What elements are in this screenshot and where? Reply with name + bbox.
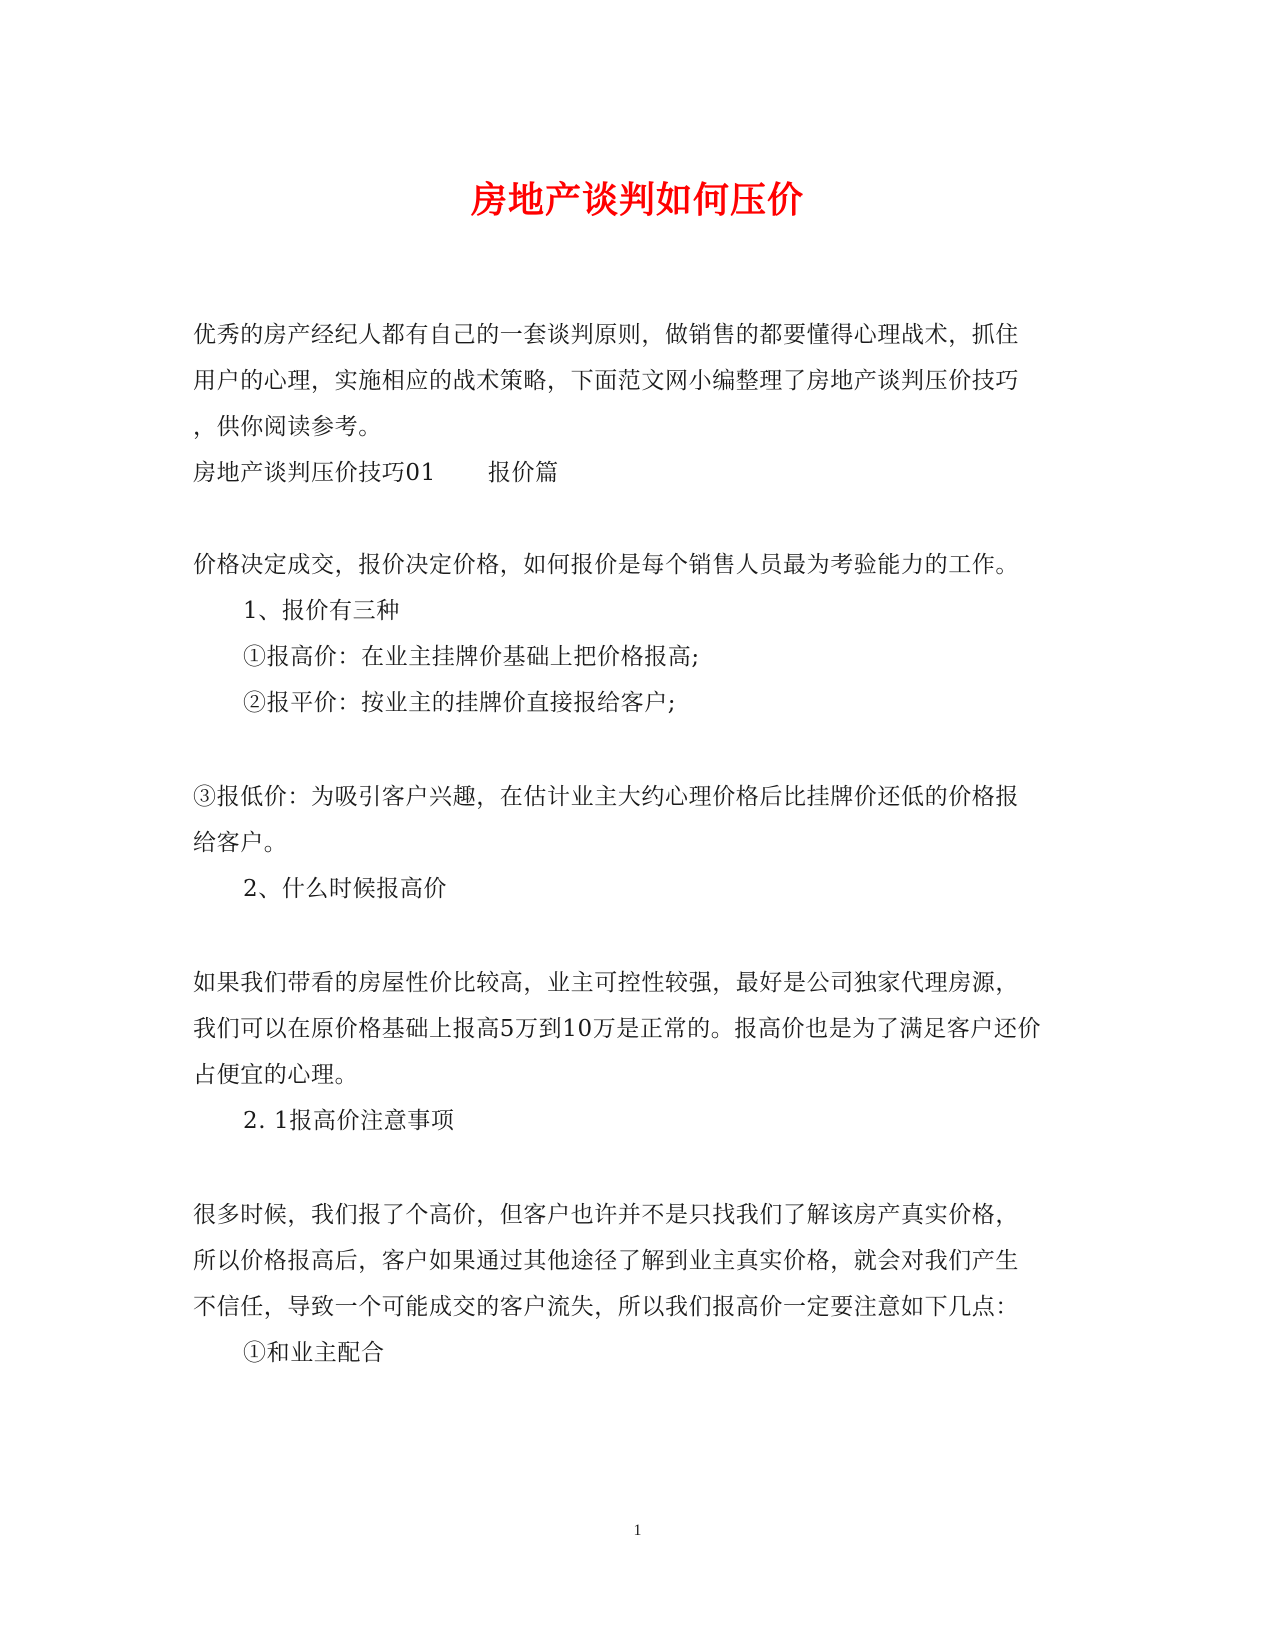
item-2-body-line-1: 如果我们带看的房屋性价比较高，业主可控性较强，最好是公司独家代理房源， [193,970,1019,996]
item-2-heading: 2、什么时候报高价 [243,876,448,902]
item-1-a: ①报高价：在业主挂牌价基础上把价格报高; [243,644,700,670]
page-number: 1 [633,1522,642,1539]
item-1-c-line-1: ③报低价：为吸引客户兴趣，在估计业主大约心理价格后比挂牌价还低的价格报 [193,784,1019,810]
section-heading-title: 房地产谈判压价技巧01 [193,460,436,486]
intro-line-2: 用户的心理，实施相应的战术策略，下面范文网小编整理了房地产谈判压价技巧 [193,368,1019,394]
item-2-body-line-2: 我们可以在原价格基础上报高5万到10万是正常的。报高价也是为了满足客户还价 [193,1016,1042,1042]
item-2-body-line-3: 占便宜的心理。 [193,1062,359,1088]
item-1-c-line-2: 给客户。 [193,830,288,856]
document-title: 房地产谈判如何压价 [470,179,804,221]
item-2-1-body-line-3: 不信任，导致一个可能成交的客户流失，所以我们报高价一定要注意如下几点： [193,1294,1019,1320]
item-2-1-heading: 2. 1报高价注意事项 [243,1108,455,1134]
item-2-1-body-line-2: 所以价格报高后，客户如果通过其他途径了解到业主真实价格，就会对我们产生 [193,1248,1019,1274]
item-1-b: ②报平价：按业主的挂牌价直接报给客户; [243,690,677,716]
item-2-1-body-line-1: 很多时候，我们报了个高价，但客户也许并不是只找我们了解该房产真实价格， [193,1202,1019,1228]
item-2-1-a: ①和业主配合 [243,1340,385,1366]
section-heading-subtitle: 报价篇 [487,460,559,486]
intro-line-1: 优秀的房产经纪人都有自己的一套谈判原则，做销售的都要懂得心理战术，抓住 [193,322,1019,348]
price-intro-line: 价格决定成交，报价决定价格，如何报价是每个销售人员最为考验能力的工作。 [193,552,1019,578]
intro-line-3: ，供你阅读参考。 [193,414,382,440]
item-1-heading: 1、报价有三种 [243,598,400,624]
section-heading [193,458,1093,488]
